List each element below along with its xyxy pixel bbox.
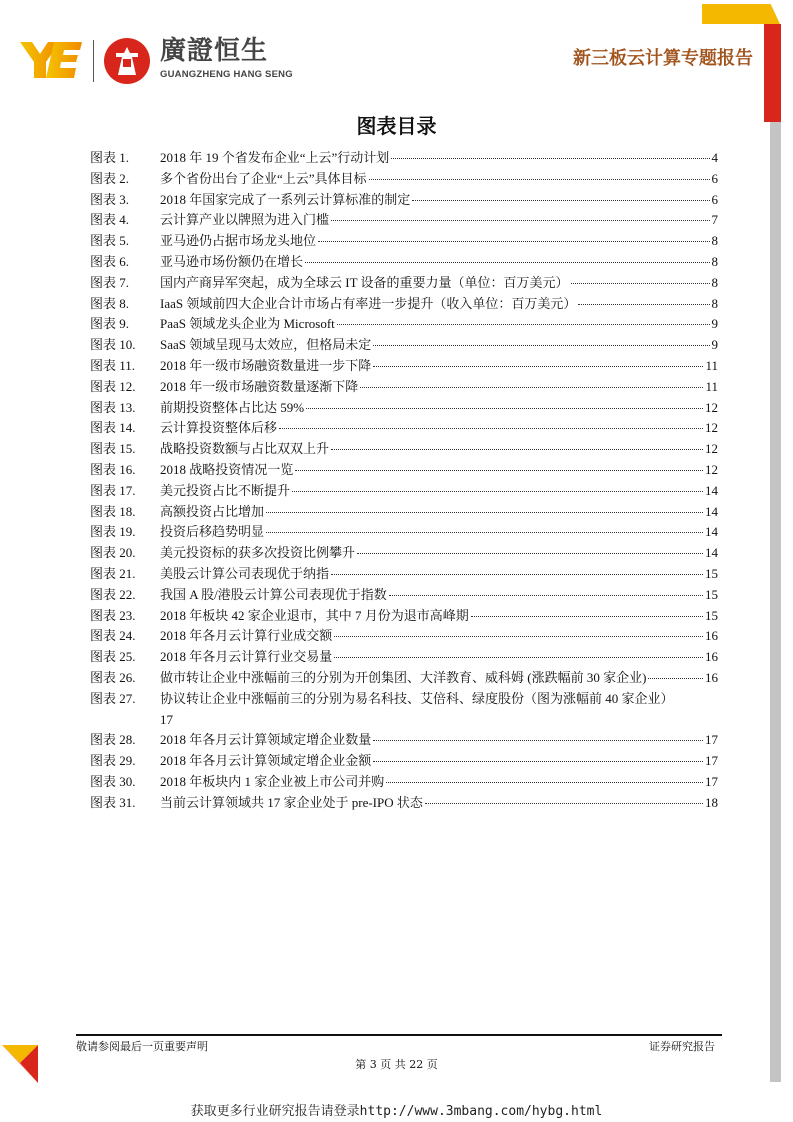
figure-label: 图表 29. — [90, 753, 136, 769]
toc-entry[interactable] — [90, 314, 718, 335]
dot-leader — [357, 553, 703, 554]
toc-entry[interactable] — [90, 398, 718, 419]
figure-title: 2018 年一级市场融资数量逐渐下降 — [160, 378, 359, 394]
figure-label: 图表 9. — [90, 316, 130, 332]
figure-page: 17 — [705, 732, 718, 748]
toc-entry[interactable] — [90, 585, 718, 606]
figure-title: 2018 战略投资情况一览 — [160, 461, 294, 477]
toc-entry-continuation — [90, 710, 718, 731]
figure-label: 图表 20. — [90, 545, 136, 561]
footer-doc-type: 证券研究报告 — [649, 1040, 715, 1053]
figure-label: 图表 12. — [90, 378, 136, 394]
toc-entry[interactable] — [90, 730, 718, 751]
figure-label: 图表 16. — [90, 461, 136, 477]
toc-entry[interactable] — [90, 460, 718, 481]
figure-page: 8 — [711, 253, 718, 269]
figure-page: 8 — [711, 295, 718, 311]
toc-entry[interactable] — [90, 564, 718, 585]
toc-entry[interactable] — [90, 377, 718, 398]
figure-title: 2018 年各月云计算领域定增企业金额 — [160, 753, 372, 769]
figure-label: 图表 4. — [90, 212, 130, 228]
figure-page: 12 — [705, 420, 718, 436]
figure-label: 图表 26. — [90, 669, 136, 685]
dot-leader — [648, 678, 703, 679]
figure-page: 16 — [705, 649, 718, 665]
dot-leader — [305, 262, 709, 263]
toc-entry[interactable] — [90, 647, 718, 668]
toc-entry[interactable] — [90, 793, 718, 814]
dot-leader — [360, 387, 703, 388]
figure-label: 图表 19. — [90, 524, 136, 540]
figure-page: 16 — [705, 669, 718, 685]
figure-label: 图表 31. — [90, 794, 136, 810]
figure-title: 做市转让企业中涨幅前三的分别为开创集团、大洋教育、威科姆 (涨跌幅前 30 家企业) — [160, 669, 647, 685]
toc-entry[interactable] — [90, 335, 718, 356]
decor-bar-red — [764, 24, 781, 122]
toc-entry[interactable] — [90, 502, 718, 523]
dot-leader — [306, 408, 703, 409]
figure-title: IaaS 领域前四大企业合计市场占有率进一步提升（收入单位：百万美元） — [160, 295, 577, 311]
figure-title: 协议转让企业中涨幅前三的分别为易名科技、艾倍科、绿度股份（图为涨幅前 40 家企业） — [160, 690, 674, 706]
figure-title: 2018 年国家完成了一系列云计算标准的制定 — [160, 191, 411, 207]
dot-leader — [331, 449, 703, 450]
figure-label: 图表 27. — [90, 690, 136, 706]
figure-title: 前期投资整体占比达 59% — [160, 399, 305, 415]
toc-entry[interactable] — [90, 231, 718, 252]
figure-label: 图表 1. — [90, 150, 130, 165]
figure-title: 2018 年板块内 1 家企业被上市公司并购 — [160, 773, 385, 789]
figure-title: 美股云计算公司表现优于纳指 — [160, 565, 330, 581]
figure-page: 11 — [705, 378, 718, 394]
dot-leader — [391, 158, 709, 159]
figure-label: 图表 8. — [90, 295, 130, 311]
dot-leader — [266, 532, 703, 533]
toc-entry[interactable] — [90, 252, 718, 273]
figure-title: 高额投资占比增加 — [160, 503, 265, 519]
toc-entry[interactable] — [90, 418, 718, 439]
toc-entry[interactable] — [90, 148, 718, 169]
figure-page: 17 — [705, 773, 718, 789]
figure-title: SaaS 领域呈现马太效应，但格局未定 — [160, 337, 372, 353]
figure-page: 14 — [705, 524, 718, 540]
company-logo-english: GUANGZHENG HANG SENG — [160, 69, 293, 80]
figure-title: 国内产商异军突起，成为全球云 IT 设备的重要力量（单位：百万美元） — [160, 274, 569, 290]
toc-entry[interactable] — [90, 439, 718, 460]
figure-title: 云计算投资整体后移 — [160, 420, 278, 436]
page-number: 第 3 页 共 22 页 — [355, 1058, 438, 1071]
figure-title: 2018 年一级市场融资数量进一步下降 — [160, 357, 372, 373]
report-title: 新三板云计算专题报告 — [573, 48, 753, 69]
decor-bar-gray — [770, 122, 781, 1082]
figure-label: 图表 6. — [90, 253, 130, 269]
figure-page: 12 — [705, 461, 718, 477]
figure-page: 8 — [711, 233, 718, 249]
figure-page: 17 — [705, 753, 718, 769]
dot-leader — [266, 512, 703, 513]
footer-divider — [76, 1034, 722, 1036]
figure-label: 图表 10. — [90, 337, 136, 353]
dot-leader — [373, 366, 703, 367]
toc-entry[interactable] — [90, 522, 718, 543]
figure-page: 11 — [705, 357, 718, 373]
figure-page: 15 — [705, 586, 718, 602]
promo-link[interactable]: 获取更多行业研究报告请登录http://www.3mbang.com/hybg.html — [190, 1104, 603, 1119]
figure-page: 7 — [711, 212, 718, 228]
toc-entry[interactable] — [90, 668, 718, 689]
footer-disclaimer: 敬请参阅最后一页重要声明 — [76, 1040, 208, 1053]
figure-page: 15 — [705, 565, 718, 581]
figure-page: 6 — [711, 191, 718, 207]
figure-page: 12 — [705, 441, 718, 457]
dot-leader — [386, 782, 703, 783]
figure-title: 2018 年 19 个省发布企业“上云”行动计划 — [160, 150, 390, 165]
figure-page: 17 — [160, 711, 173, 727]
dot-leader — [334, 636, 703, 637]
figure-page: 6 — [711, 170, 718, 186]
toc-entry[interactable] — [90, 190, 718, 211]
toc-entry[interactable] — [90, 210, 718, 231]
toc-heading: 图表目录 — [356, 114, 437, 138]
dot-leader — [331, 574, 703, 575]
dot-leader — [571, 283, 710, 284]
figure-page: 18 — [705, 794, 718, 810]
dot-leader — [389, 595, 703, 596]
figure-title: 云计算产业以牌照为进入门槛 — [160, 212, 330, 228]
dot-leader — [318, 241, 709, 242]
figure-page: 12 — [705, 399, 718, 415]
figure-label: 图表 15. — [90, 441, 136, 457]
figure-label: 图表 24. — [90, 628, 136, 644]
toc-entry[interactable] — [90, 751, 718, 772]
figure-page: 8 — [711, 274, 718, 290]
figure-label: 图表 11. — [90, 357, 136, 373]
figure-page: 15 — [705, 607, 718, 623]
toc-entry[interactable] — [90, 772, 718, 793]
figure-title: 亚马逊市场份额仍在增长 — [160, 253, 304, 269]
figure-title: 2018 年各月云计算领域定增企业数量 — [160, 732, 372, 748]
toc-entry[interactable] — [90, 356, 718, 377]
seal-logo-icon — [104, 38, 150, 84]
figure-label: 图表 5. — [90, 233, 130, 249]
figure-page: 14 — [705, 503, 718, 519]
dot-leader — [279, 428, 703, 429]
toc-entry[interactable] — [90, 273, 718, 294]
figure-page: 9 — [711, 316, 718, 332]
dot-leader — [578, 304, 709, 305]
dot-leader — [412, 200, 709, 201]
figure-title: 美元投资占比不断提升 — [160, 482, 291, 498]
dot-leader — [373, 740, 703, 741]
figure-page: 16 — [705, 628, 718, 644]
figure-label: 图表 17. — [90, 482, 136, 498]
figure-title: 战略投资数额与占比双双上升 — [160, 441, 330, 457]
dot-leader — [337, 324, 710, 325]
dot-leader — [471, 616, 703, 617]
dot-leader — [425, 803, 703, 804]
figure-title: 多个省份出台了企业“上云”具体目标 — [160, 170, 367, 186]
figure-label: 图表 30. — [90, 773, 136, 789]
figure-page: 4 — [711, 150, 718, 165]
ye-logo-icon — [20, 40, 82, 80]
dot-leader — [334, 657, 703, 658]
figure-title: PaaS 领域龙头企业为 Microsoft — [160, 316, 335, 332]
figure-title: 2018 年板块 42 家企业退市，其中 7 月份为退市高峰期 — [160, 607, 469, 623]
figure-page: 9 — [711, 337, 718, 353]
toc-entry[interactable] — [90, 606, 718, 627]
figure-label: 图表 14. — [90, 420, 136, 436]
toc-entry[interactable] — [90, 689, 718, 710]
figure-label: 图表 13. — [90, 399, 136, 415]
table-of-figures — [90, 148, 718, 814]
figure-label: 图表 22. — [90, 586, 136, 602]
toc-entry[interactable] — [90, 626, 718, 647]
figure-label: 图表 23. — [90, 607, 136, 623]
figure-title: 投资后移趋势明显 — [160, 524, 265, 540]
figure-label: 图表 28. — [90, 732, 136, 748]
decor-tab — [702, 4, 780, 24]
figure-label: 图表 18. — [90, 503, 136, 519]
figure-title: 2018 年各月云计算行业交易量 — [160, 649, 333, 665]
figure-title: 当前云计算领域共 17 家企业处于 pre-IPO 状态 — [160, 794, 423, 810]
logo-divider — [93, 40, 94, 82]
toc-entry[interactable] — [90, 481, 718, 502]
figure-page: 14 — [705, 482, 718, 498]
figure-title: 我国 A 股/港股云计算公司表现优于指数 — [160, 586, 387, 602]
dot-leader — [373, 345, 709, 346]
figure-page: 14 — [705, 545, 718, 561]
toc-entry[interactable] — [90, 169, 718, 190]
figure-label: 图表 21. — [90, 565, 136, 581]
toc-entry[interactable] — [90, 543, 718, 564]
dot-leader — [295, 470, 703, 471]
dot-leader — [331, 220, 709, 221]
figure-title: 2018 年各月云计算行业成交额 — [160, 628, 333, 644]
figure-title: 美元投资标的获多次投资比例攀升 — [160, 545, 356, 561]
figure-label: 图表 25. — [90, 649, 136, 665]
corner-decor-icon — [2, 1045, 38, 1083]
company-logo-text: 廣證恒生 — [160, 36, 269, 66]
figure-label: 图表 2. — [90, 170, 130, 186]
figure-title: 亚马逊仍占据市场龙头地位 — [160, 233, 317, 249]
figure-label: 图表 7. — [90, 274, 130, 290]
dot-leader — [292, 491, 703, 492]
dot-leader — [369, 179, 710, 180]
toc-entry[interactable] — [90, 294, 718, 315]
dot-leader — [373, 761, 703, 762]
figure-label: 图表 3. — [90, 191, 130, 207]
